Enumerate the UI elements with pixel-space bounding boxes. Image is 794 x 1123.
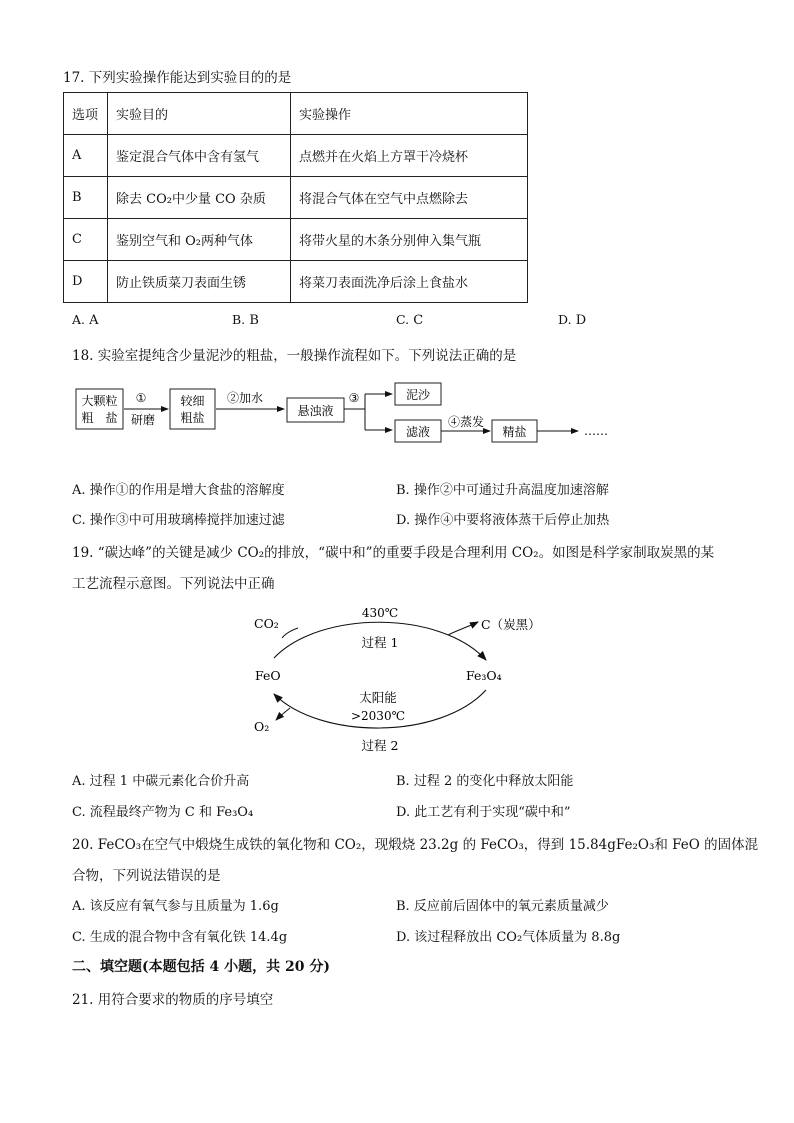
choice-text: B: [249, 313, 259, 328]
step1-label: 研磨: [130, 413, 156, 427]
q18-stem: 18. 实验室提纯含少量泥沙的粗盐，一般操作流程如下。下列说法正确的是: [72, 348, 517, 364]
q20-choice-a[interactable]: A. 该反应有氧气参与且质量为 1.6g: [72, 899, 279, 914]
q20-choice-c[interactable]: C. 生成的混合物中含有氧化铁 14.4g: [72, 930, 288, 945]
step2-label: ②加水: [226, 391, 264, 405]
co2-input-line: [282, 628, 298, 638]
table-row: [64, 177, 528, 219]
label-fe3o4: Fe₃O₄: [466, 668, 502, 683]
row-option: D: [64, 261, 108, 303]
row-option: B: [64, 177, 108, 219]
q20-stem-line1: 20. FeCO₃在空气中煅烧生成铁的氧化物和 CO₂，现煅烧 23.2g 的 FeCO₃，得到 15.84gFe₂O₃和 FeO 的固体混: [72, 837, 759, 853]
q18-choice-b[interactable]: B. 操作②中可通过升高温度加速溶解: [396, 483, 609, 498]
choice-text: C: [413, 313, 424, 328]
choice-label: A.: [72, 312, 86, 327]
q18-choice-a[interactable]: A. 操作①的作用是增大食盐的溶解度: [72, 483, 285, 498]
box6-label: 精盐: [502, 425, 527, 439]
header-option: 选项: [64, 93, 108, 135]
header-goal: 实验目的: [108, 93, 291, 135]
label-co2: CO₂: [254, 616, 279, 631]
row-option: A: [64, 135, 108, 177]
q20-choice-b[interactable]: B. 反应前后固体中的氧元素质量减少: [396, 899, 609, 914]
q20-choice-d[interactable]: D. 该过程释放出 CO₂气体质量为 8.8g: [396, 930, 621, 945]
q20-stem-line2: 合物，下列说法错误的是: [72, 868, 221, 884]
label-o2: O₂: [254, 719, 270, 734]
label-carbon: C（炭黑）: [481, 617, 541, 632]
q17-stem: 17. 下列实验操作能达到实验目的的是: [63, 70, 292, 86]
choice-text: D: [575, 313, 587, 328]
box5-label: 滤液: [405, 425, 431, 439]
q19-choice-a[interactable]: A. 过程 1 中碳元素化合价升高: [72, 774, 250, 789]
step1-num: ①: [135, 391, 147, 405]
box2-line2: 粗盐: [180, 411, 205, 425]
row-operation: 将混合气体在空气中点燃除去: [291, 177, 528, 219]
q18-choice-c[interactable]: C. 操作③中可用玻璃棒搅拌加速过滤: [72, 513, 285, 528]
table-row: [64, 219, 528, 261]
q18-choice-d[interactable]: D. 操作④中要将液体蒸干后停止加热: [396, 513, 610, 528]
choice-text: A: [89, 313, 99, 328]
row-goal: 鉴别空气和 O₂两种气体: [108, 219, 291, 261]
row-goal: 除去 CO₂中少量 CO 杂质: [108, 177, 291, 219]
row-goal: 鉴定混合气体中含有氢气: [108, 135, 291, 177]
q17-choice-c[interactable]: [396, 312, 423, 328]
choice-label: B.: [232, 312, 246, 327]
row-operation: 将菜刀表面洗净后涂上食盐水: [291, 261, 528, 303]
box4-label: 泥沙: [405, 388, 431, 402]
q17-choice-a[interactable]: [72, 312, 99, 328]
section-title: 二、填空题(本题包括 4 小题，共 20 分): [72, 959, 330, 975]
header-operation: 实验操作: [291, 93, 528, 135]
q19-stem-line2: 工艺流程示意图。下列说法中正确: [72, 576, 275, 592]
o2-output-arrow: [276, 708, 290, 720]
label-feo: FeO: [255, 668, 281, 683]
q21-stem: 21. 用符合要求的物质的序号填空: [72, 992, 274, 1008]
q17-table: [63, 92, 528, 303]
step4-label: ④蒸发: [447, 415, 485, 429]
label-process1: 过程 1: [361, 635, 399, 650]
box2-line1: 较细: [180, 394, 205, 408]
box3-label: 悬浊液: [297, 404, 334, 418]
q17-choice-d[interactable]: [558, 312, 586, 328]
q19-choice-c[interactable]: C. 流程最终产物为 C 和 Fe₃O₄: [72, 805, 254, 820]
label-temp1: 430℃: [361, 606, 399, 620]
q17-choice-b[interactable]: [232, 312, 259, 328]
q19-stem-line1: 19. “碳达峰”的关键是减少 CO₂的排放，“碳中和”的重要手段是合理利用 CO₂。如图是科学家制取炭黑的某: [72, 545, 715, 561]
step3-num: ③: [348, 391, 360, 405]
q19-choice-b[interactable]: B. 过程 2 的变化中释放太阳能: [396, 774, 574, 789]
carbon-output-arrow: [448, 622, 478, 635]
label-solar: 太阳能: [359, 690, 397, 705]
table-row: [64, 135, 528, 177]
label-temp2: >2030℃: [350, 709, 406, 723]
row-operation: 点燃并在火焰上方罩干冷烧杯: [291, 135, 528, 177]
q19-choice-d[interactable]: D. 此工艺有利于实现“碳中和”: [396, 805, 571, 820]
box1-line2: 粗 盐: [81, 411, 118, 425]
table-header-row: [64, 93, 528, 135]
label-process2: 过程 2: [361, 738, 399, 753]
row-goal: 防止铁质菜刀表面生锈: [108, 261, 291, 303]
choice-label: C.: [396, 312, 410, 327]
row-option: C: [64, 219, 108, 261]
table-row: [64, 261, 528, 303]
q18-flow-diagram: [0, 374, 794, 444]
q19-cycle-diagram: [0, 600, 794, 760]
box1-line1: 大颗粒: [81, 394, 118, 408]
row-operation: 将带火星的木条分别伸入集气瓶: [291, 219, 528, 261]
flow-ellipsis: ……: [584, 424, 608, 438]
choice-label: D.: [558, 312, 572, 327]
